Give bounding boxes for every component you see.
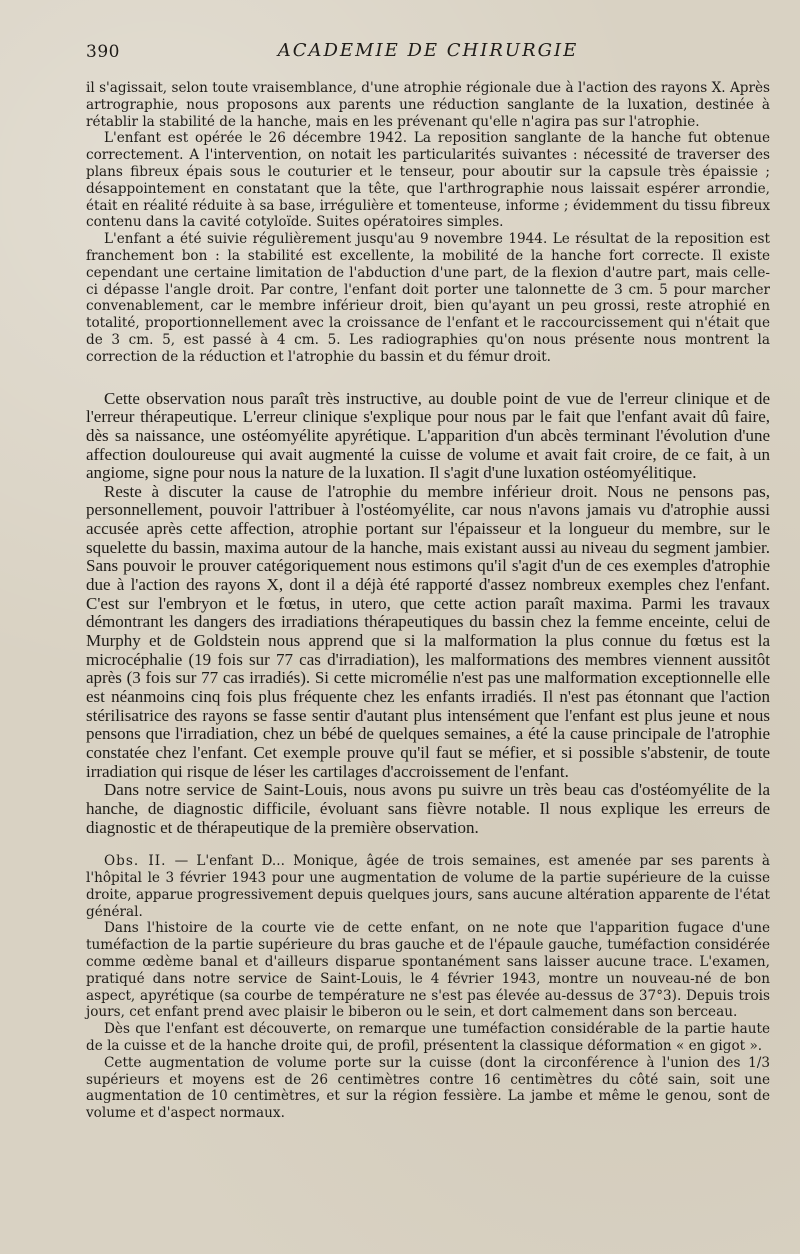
discussion-paragraph: Dans notre service de Saint-Louis, nous avons pu suivre un très beau cas d'ostéomyélite de la hanche, de diagnostic difficile, évoluant sans fièvre notable. Il nous explique les erreurs de diagnostic et de thérapeutique de la première observation. (86, 780, 770, 837)
discussion-section (86, 390, 770, 838)
observation-intro-text: — L'enfant D... Monique, âgée de trois semaines, est amenée par ses parents à l'hôpital le 3 février 1943 pour une augmentation de volume de la partie supérieure de la cuisse droite, apparue progressivement depuis quelques jours, sans aucune altération apparente de l'état général. (86, 853, 770, 920)
case-paragraph: L'enfant a été suivie régulièrement jusqu'au 9 novembre 1944. Le résultat de la reposition est franchement bon : la stabilité est excellente, la mobilité de la hanche fort correcte. Il existe cependant une certaine limitation de l'abduction d'une part, de la flexion d'autre part, mais celle-ci dépasse l'angle droit. Par contre, l'enfant doit porter une talonnette de 3 cm. 5 pour marcher convenablement, car le membre inférieur droit, bien qu'ayant un peu grossi, reste atrophié en totalité, proportionnellement avec la croissance de l'enfant et le raccourcissement qui n'était que de 3 cm. 5, est passé à 4 cm. 5. Les radiographies qu'on nous présente nous montrent la correction de la réduction et l'atrophie du bassin et du fémur droit. (86, 231, 770, 365)
observation-two-section (86, 853, 770, 1122)
observation-paragraph: Dès que l'enfant est découverte, on remarque une tuméfaction considérable de la partie haute de la cuisse et de la hanche droite qui, de profil, présentent la classique déformation « en gigot ». (86, 1021, 770, 1055)
observation-intro (86, 853, 770, 920)
observation-paragraph: Cette augmentation de volume porte sur la cuisse (dont la circonférence à l'union des 1/3 supérieurs et moyens est de 26 centimètres contre 16 centimètres du côté sain, soit une augmentation de 10 centimètres, et sur la région fessière. La jambe et même le genou, sont de volume et d'aspect normaux. (86, 1054, 770, 1122)
page-number: 390 (86, 42, 120, 62)
running-title: ACADEMIE DE CHIRURGIE (277, 40, 579, 61)
observation-label: Obs. II. (104, 853, 167, 870)
case-paragraph: il s'agissait, selon toute vraisemblance, d'une atrophie régionale due à l'action des rayons X. Après artrographie, nous proposons aux parents une réduction sanglante de la luxation, destinée à rétablir la stabilité de la hanche, mais en les prévenant qu'elle n'agira pas sur l'atrophie. (86, 80, 770, 130)
page-header (86, 40, 770, 68)
observation-paragraph: Dans l'histoire de la courte vie de cette enfant, on ne note que l'apparition fugace d'une tuméfaction de la partie supérieure du bras gauche et de l'épaule gauche, tuméfaction considérée comme œdème banal et d'ailleurs disparue spontanément sans laisser aucune trace. L'examen, pratiqué dans notre service de Saint-Louis, le 4 février 1943, montre un nouveau-né de bon aspect, apyrétique (sa courbe de température ne s'est pas élevée au-dessus de 37°3). Depuis trois jours, cet enfant prend avec plaisir le biberon ou le sein, et dort calmement dans son berceau. (86, 920, 770, 1021)
case-paragraph: L'enfant est opérée le 26 décembre 1942. La reposition sanglante de la hanche fut obtenue correctement. A l'intervention, on notait les particularités suivantes : nécessité de traverser des plans fibreux épais sous le couturier et le tenseur, pour aboutir sur la capsule très épaissie ; désappointement en constatant que la tête, que l'arthrographie nous laissait espérer arrondie, était en réalité réduite à sa base, irrégulière et tomenteuse, informe ; évidemment du tissu fibreux contenu dans la cavité cotyloïde. Suites opératoires simples. (86, 130, 770, 231)
case-report-section (86, 80, 770, 366)
discussion-paragraph: Cette observation nous paraît très instructive, au double point de vue de l'erreur clinique et de l'erreur thérapeutique. L'erreur clinique s'explique pour nous par le fait que l'enfant avait dû faire, dès sa naissance, une ostéomyélite apyrétique. L'apparition d'un abcès terminant l'évolution d'une affection douloureuse qui avait augmenté la cuisse de volume et avait fait croire, de ce fait, à un angiome, signe pour nous la nature de la luxation. Il s'agit d'une luxation ostéomyélitique. (86, 388, 770, 483)
discussion-paragraph: Reste à discuter la cause de l'atrophie du membre inférieur droit. Nous ne pensons pas, personnellement, pouvoir l'attribuer à l'ostéomyélite, car nous n'avons jamais vu d'atrophie aussi accusée après cette affection, atrophie portant sur l'épaisseur et la longueur du membre, sur le squelette du bassin, maxima autour de la hanche, mais existant aussi au niveau du segment jambier. Sans pouvoir le prouver catégoriquement nous estimons qu'il s'agit d'un de ces exemples d'atrophie due à l'action des rayons X, dont il a déjà été rapporté d'assez nombreux exemples chez l'enfant. C'est sur l'embryon et le fœtus, in utero, que cette action paraît maxima. Parmi les travaux démontrant les dangers des irradiations thérapeutiques du bassin chez la femme enceinte, celui de Murphy et de Goldstein nous apprend que si la malformation la plus connue du fœtus est la microcéphalie (19 fois sur 77 cas d'irradiation), les malformations des membres viennent aussitôt après (3 fois sur 77 cas irradiés). Si cette micromélie n'est pas une malformation exceptionnelle elle est néanmoins cinq fois plus fréquente chez les enfants irradiés. Il n'est pas étonnant que l'action stérilisatrice des rayons se fasse sentir d'autant plus intensément que l'enfant est plus jeune et nous pensons que l'irradiation, chez un bébé de quelques semaines, a été la cause principale de l'atrophie constatée chez l'enfant. Cet exemple prouve qu'il faut se méfier, et si possible s'abstenir, de toute irradiation qui risque de léser les cartilages d'accroissement de l'enfant. (86, 481, 770, 781)
